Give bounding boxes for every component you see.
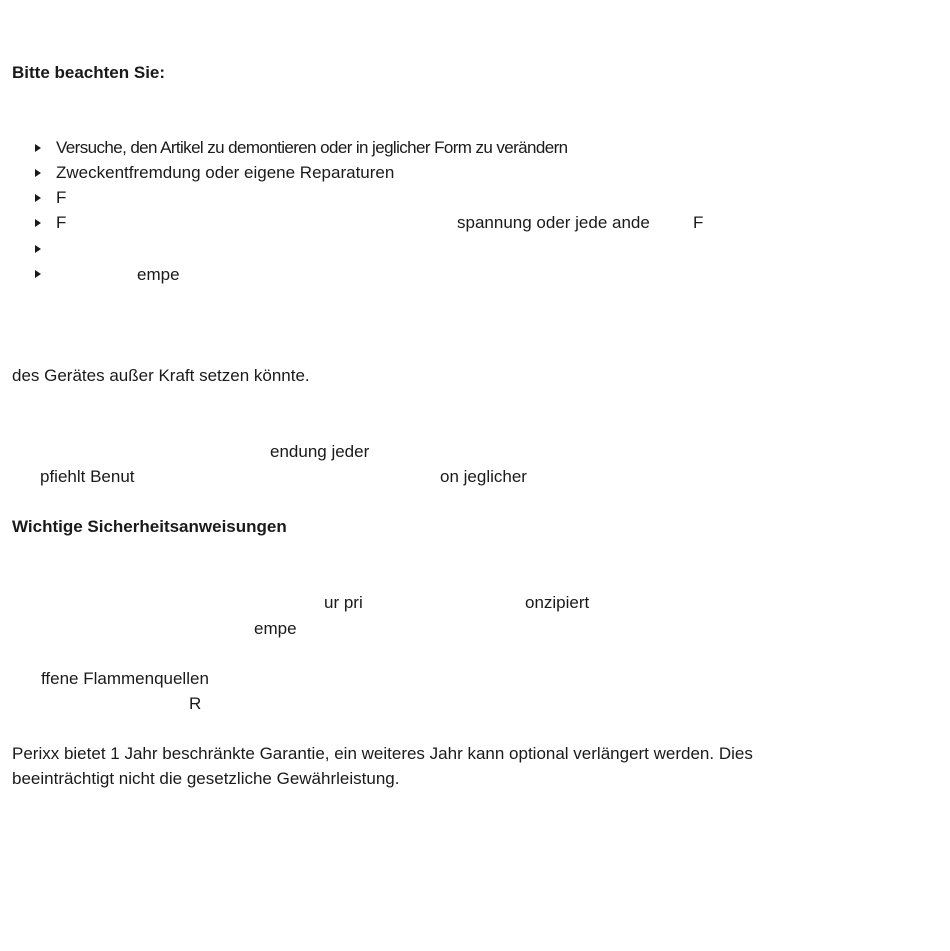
bullet-marker-icon (35, 219, 41, 227)
bullet-marker-icon (35, 144, 41, 152)
notice-heading: Bitte beachten Sie: (12, 63, 166, 82)
bullet-marker-icon (35, 194, 41, 202)
warranty-line-1: Perixx bietet 1 Jahr beschränkte Garantie, ein weiteres Jahr kann optional verlängert werden. Dies (12, 744, 753, 763)
safety-fragment-2: onzipiert (525, 593, 590, 612)
usage-fragment-2: pfiehlt Benut (40, 467, 135, 486)
bullet-item-4: F (56, 213, 67, 232)
usage-fragment-1: endung jeder (270, 442, 370, 461)
bullet-marker-icon (35, 169, 41, 177)
bullet-marker-icon (35, 270, 41, 278)
usage-fragment-3: on jeglicher (440, 467, 527, 486)
notice-closing-text: des Gerätes außer Kraft setzen könnte. (12, 366, 310, 385)
safety-fragment-1: ur pri (324, 593, 363, 612)
safety-heading: Wichtige Sicherheitsanweisungen (12, 517, 287, 536)
bullet-marker-icon (35, 245, 41, 253)
warranty-line-2: beeinträchtigt nicht die gesetzliche Gewährleistung. (12, 769, 400, 788)
bullet-item-6-fragment: empe (137, 265, 180, 284)
bullet-item-3: F (56, 188, 67, 207)
bullet-item-2: Zweckentfremdung oder eigene Reparaturen (56, 163, 395, 182)
bullet-item-1: Versuche, den Artikel zu demontieren oder in jeglicher Form zu verändern (56, 138, 568, 157)
bullet-item-4-fragment: spannung oder jede ande (457, 213, 650, 232)
safety-fragment-4: ffene Flammenquellen (41, 669, 209, 688)
safety-fragment-5: R (189, 694, 202, 713)
safety-fragment-3: empe (254, 619, 297, 638)
bullet-item-4-fragment-end: F (693, 213, 704, 232)
